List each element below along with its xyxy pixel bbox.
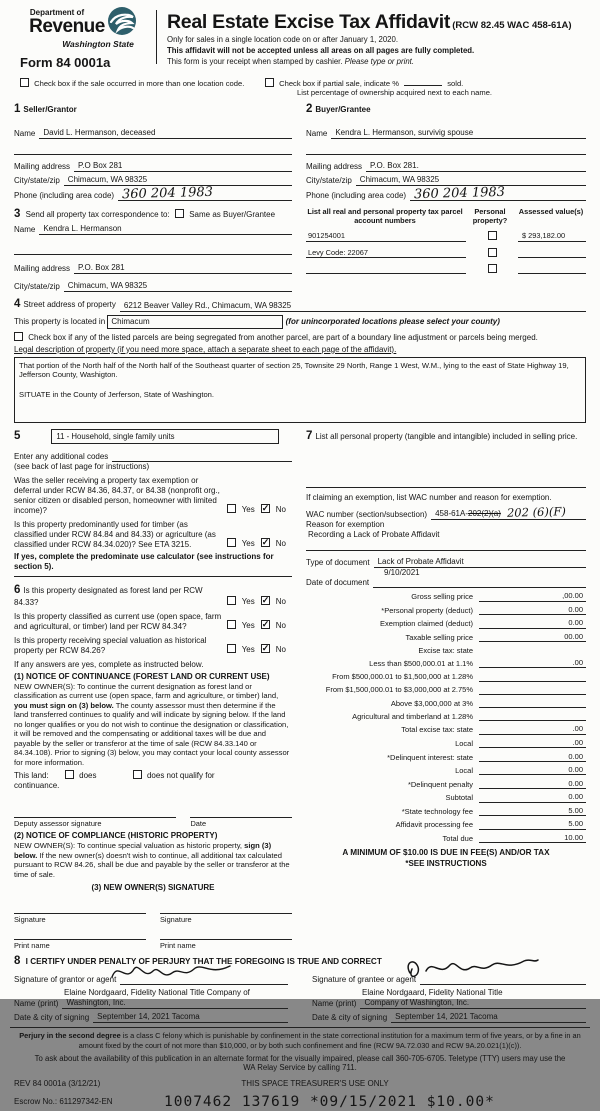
section6-intro: If any answers are yes, complete as instructed below. [14, 659, 204, 669]
tax-value-input[interactable]: 10.00 [479, 833, 586, 843]
revenue-swirl-icon [107, 6, 137, 36]
personal-property-col-header: Personal property? [472, 206, 508, 226]
additional-codes-input[interactable] [112, 452, 292, 462]
header-note-1: Only for sales in a single location code on or after January 1, 2020. [167, 35, 399, 45]
tax-value-input[interactable]: 5.00 [479, 806, 586, 816]
agency-line1: Department of [29, 8, 85, 17]
rev-number: REV 84 0001a (3/12/21) [14, 1079, 101, 1089]
tty-note: To ask about the availability of this publication in an alternate format for the visually impaired, please call 360-705-6705. Teletype (TTY) users may use the WA Relay Service by calling 711. [34, 1053, 566, 1073]
tax-label: *State technology fee [401, 806, 473, 816]
taxcorr-mailing-label: Mailing address [14, 264, 71, 274]
buyer-phone-input[interactable] [410, 184, 586, 203]
new-owner-printname-line-1[interactable] [14, 927, 146, 940]
grantor-date-city-label: Date & city of signing [14, 1013, 90, 1023]
grantee-name-print-label: Name (print) [312, 999, 357, 1009]
grantor-signature-label: Signature of grantor or agent [14, 975, 117, 985]
tax-label: From $500,000.01 to $1,500,000 at 1.28% [332, 672, 473, 682]
tax-value-input[interactable]: .00 [479, 738, 586, 748]
segregated-label: Check box if any of the listed parcels are being segregated from another parcel, are part of a boundary line adjustment or parcels being merged. [28, 332, 538, 342]
partial-sale-percent-input[interactable] [404, 78, 442, 86]
tax-value-input[interactable]: 0.00 [479, 605, 586, 615]
new-owner-signature-line-1[interactable] [14, 901, 146, 914]
parcel-row [306, 248, 586, 258]
located-in-note: (for unincorporated locations please select your county) [285, 316, 500, 326]
taxcorr-mailing-input[interactable]: P.O. Box 281 [74, 263, 292, 274]
taxcorr-name-input[interactable]: Kendra L. Hermanson [39, 224, 292, 235]
new-owner-printname-label-1: Print name [14, 940, 50, 950]
tax-value-input[interactable] [479, 672, 586, 682]
section6-number: 6 [14, 584, 21, 597]
section2-title: Buyer/Grantee [315, 104, 371, 114]
grantee-name-line1: Elaine Nordgaard, Fidelity National Title [362, 988, 503, 998]
buyer-city-input[interactable]: Chimacum, WA 98325 [356, 175, 586, 186]
tax-label: Above $3,000,000 at 3% [390, 698, 473, 708]
timber-agriculture-question: Is this property predominantly used for timber (as classified under RCW 84.84 and 84.33) or agriculture (as classified under RCW 84.34.020)? See ETA 3215. [14, 520, 216, 550]
seller-name-input[interactable]: David L. Hermanson, deceased [39, 128, 292, 139]
grantor-date-city-input[interactable]: September 14, 2021 Tacoma [93, 1012, 288, 1023]
section3-number: 3 [14, 207, 21, 220]
parcel-number-input-2[interactable]: Levy Code: 22067 [306, 248, 466, 258]
tax-value-input[interactable]: 00.00 [479, 632, 586, 642]
q-forest-no-checkbox[interactable] [261, 596, 270, 605]
tax-value-input[interactable]: 0.00 [479, 618, 586, 628]
parcel-col-header: List all real and personal property tax parcel account numbers [307, 206, 463, 226]
seller-city-label: City/state/zip [14, 175, 60, 185]
parcel-number-input-3[interactable] [306, 264, 466, 274]
tax-label: From $1,500,000.01 to $3,000,000 at 2.75% [325, 685, 473, 695]
form-title-ref: (RCW 82.45 WAC 458-61A) [452, 20, 572, 31]
taxcorr-city-input[interactable]: Chimacum, WA 98325 [64, 281, 292, 292]
grantor-signature-line[interactable] [120, 975, 288, 985]
taxcorr-name-line2[interactable] [14, 243, 292, 255]
tax-label: Total excise tax: state [401, 725, 473, 735]
new-owner-signature-line-2[interactable] [160, 901, 292, 914]
grantor-name-print-input[interactable]: Washington, Inc. [62, 998, 288, 1009]
grantee-name-print-input[interactable]: Company of Washington, Inc. [360, 998, 586, 1009]
legal-description-p1: That portion of the North half of the North half of the Southeast quarter of section 25, Townsite 29 North, Range 1 West, W.M., lying to the east of State Highway 19, Jefferson County, Washigton. [19, 360, 569, 380]
section2-number: 2 [306, 102, 313, 115]
q-timber-no-checkbox[interactable] [261, 538, 270, 547]
personal-property-checkbox-1[interactable] [488, 231, 497, 240]
personal-property-checkbox-3[interactable] [488, 264, 497, 273]
land-does-label: does [79, 771, 97, 781]
grantee-date-city-label: Date & city of signing [312, 1013, 388, 1023]
notice2-paragraph: NEW OWNER(S): To continue special valuation as historic property, sign (3) below. If the new owner(s) doesn't wish to continue, all additional tax calculated pursuant to RCW 84.26, shall be due and payable by the seller or transferor at the time of sale. [14, 841, 290, 879]
header-note-2: This affidavit will not be accepted unless all areas on all pages are fully completed. [167, 46, 475, 56]
buyer-name-label: Name [306, 128, 328, 138]
tax-value-input[interactable]: ,00.00 [479, 591, 586, 601]
notice2-title: (2) NOTICE OF COMPLIANCE (HISTORIC PROPERTY) [14, 831, 218, 841]
wac-number-label: WAC number (section/subsection) [306, 510, 428, 520]
multi-location-label: Check box if the sale occurred in more than one location code. [34, 78, 245, 88]
buyer-name-line2[interactable] [306, 143, 586, 155]
deputy-assessor-date-line[interactable] [190, 805, 292, 818]
escrow-value: 611297342-EN [59, 1097, 113, 1107]
date-of-document-label: Date of document [306, 578, 370, 588]
exemption-deferral-question: Was the seller receiving a property tax exemption or deferral under RCW 84.36, 84.37, or 84.38 (nonprofit org., senior citizen or disabled person, homeowner with limited income)? [14, 476, 220, 516]
grantor-name-print-label: Name (print) [14, 999, 59, 1009]
tax-label: Subtotal [445, 793, 473, 803]
land-does-not-label: does not qualify for [146, 771, 215, 781]
minimum-due-note: A MINIMUM OF $10.00 IS DUE IN FEE(S) AND/OR TAX [342, 848, 550, 858]
type-of-document-label: Type of document [306, 558, 370, 568]
seller-city-input[interactable]: Chimacum, WA 98325 [64, 175, 292, 186]
wac-handwritten: 202 (6)(F) [506, 504, 567, 520]
section1-number: 1 [14, 102, 21, 115]
tax-value-input[interactable]: 5.00 [479, 819, 586, 829]
grantor-name-line1: Elaine Nordgaard, Fidelity National Title Company of [64, 988, 250, 998]
section7-divider-2 [306, 550, 586, 551]
ownership-percentage-note: List percentage of ownership acquired next to each name. [297, 88, 493, 98]
personal-property-checkbox-2[interactable] [488, 248, 497, 257]
section4-number: 4 [14, 298, 21, 311]
street-address-input[interactable]: 6212 Beaver Valley Rd., Chimacum, WA 98325 [120, 301, 586, 312]
notice1-title: (1) NOTICE OF CONTINUANCE (FOREST LAND OR CURRENT USE) [14, 671, 270, 681]
tax-value-input[interactable]: .00 [479, 658, 586, 668]
new-owner-signature-title: (3) NEW OWNER(S) SIGNATURE [91, 883, 215, 893]
assessed-value-input-3[interactable] [518, 264, 586, 274]
legal-description-label: Legal description of property (if you need more space, attach a separate sheet to each page of the affidavit). [14, 344, 397, 354]
buyer-mailing-label: Mailing address [306, 161, 363, 171]
tax-value-input[interactable]: 0.00 [479, 765, 586, 775]
new-owner-printname-line-2[interactable] [160, 927, 292, 940]
certify-statement: I CERTIFY UNDER PENALTY OF PERJURY THAT THE FOREGOING IS TRUE AND CORRECT [25, 956, 382, 966]
form-number: Form 84 0001a [20, 55, 111, 71]
assessed-value-input-2[interactable] [518, 248, 586, 258]
wac-number-input[interactable]: 458-61A-202(2)(a) 202 (6)(F) [431, 508, 586, 520]
section8-number: 8 [14, 954, 21, 967]
personal-property-list-area[interactable] [306, 443, 586, 483]
parcel-number-input[interactable]: 901254001 [306, 231, 466, 241]
q-timber-yes-checkbox[interactable] [227, 538, 236, 547]
partial-sale-sold-label: sold. [447, 78, 464, 88]
taxcorr-city-label: City/state/zip [14, 282, 60, 292]
partial-sale-checkbox[interactable] [265, 78, 274, 87]
land-does-not-checkbox[interactable] [133, 770, 142, 779]
form-title: Real Estate Excise Tax Affidavit [167, 11, 451, 33]
additional-codes-label: Enter any additional codes [14, 452, 109, 462]
agency-line3: Washington State [62, 38, 134, 49]
reason-exemption-value: Recording a Lack of Probate Affidavit [308, 530, 440, 540]
tax-label: *Personal property (deduct) [381, 605, 473, 615]
tax-label: Taxable selling price [405, 632, 473, 642]
type-of-document-input[interactable]: Lack of Probate Affidavit [374, 557, 586, 568]
tax-value-input[interactable] [479, 698, 586, 708]
q-historic-no-checkbox[interactable] [261, 644, 270, 653]
see-instructions-note: *SEE INSTRUCTIONS [405, 858, 487, 868]
tax-label: Gross selling price [411, 592, 473, 602]
reason-exemption-label: Reason for exemption [306, 520, 385, 530]
treasurer-stamp: 1007462 137619 *09/15/2021 $10.00* [164, 1094, 495, 1111]
q-historic-yes-checkbox[interactable] [227, 644, 236, 653]
perjury-paragraph: Perjury in the second degree is a class C felony which is punishable by confinement in the state correctional institution for a maximum term of five years, or by a fine in an amount fixed by the court of not more than $10,000, or by both such confinement and fine (RCW 9A.72.030 and RCW 9A.20.021(1)(c)). [10, 1027, 590, 1050]
wac-struck-text: 202(2)(a) [468, 509, 501, 519]
q-currentuse-yes-checkbox[interactable] [227, 620, 236, 629]
continuance-label: continuance. [14, 781, 60, 791]
this-land-label: This land: [14, 771, 49, 781]
tax-label: Exemption claimed (deduct) [380, 619, 473, 629]
street-address-label: Street address of property [23, 300, 116, 310]
seller-name-line2[interactable] [14, 143, 292, 155]
tax-value-input[interactable] [479, 685, 586, 695]
predominate-use-note-bold: If yes, complete the predominate use calculator (see instructions for section 5). [14, 552, 274, 572]
grantee-signature-label: Signature of grantee or agent [312, 975, 417, 985]
legal-description-p2: SITUATE in the County of Jerferson, State of Washington. [19, 389, 214, 399]
header-divider [156, 10, 157, 64]
section7-number: 7 [306, 429, 313, 442]
agency-line2: Revenue [29, 16, 105, 37]
date-of-document-input[interactable] [373, 578, 586, 588]
parcel-row [306, 264, 586, 274]
seller-phone-input[interactable] [118, 184, 292, 203]
deputy-assessor-signature-line[interactable] [14, 805, 176, 818]
dor-logo [14, 8, 152, 72]
q-currentuse-no-checkbox[interactable] [261, 620, 270, 629]
located-in-select[interactable]: Chimacum [107, 315, 283, 329]
tax-value-input[interactable]: .00 [479, 724, 586, 734]
legal-description-box[interactable] [14, 357, 586, 423]
additional-codes-note: (see back of last page for instructions) [14, 462, 150, 472]
segregated-checkbox[interactable] [14, 332, 23, 341]
taxcorr-name-label: Name [14, 225, 36, 235]
new-owner-printname-label-2: Print name [160, 940, 196, 950]
deputy-assessor-signature-label: Deputy assessor signature [14, 819, 102, 829]
current-use-question: Is this property classified as current use (open space, farm and agricultural, or timber) land per RCW 84.34? [14, 611, 222, 631]
seller-name-label: Name [14, 128, 36, 138]
exemption-intro: If claiming an exemption, list WAC number and reason for exemption. [306, 493, 552, 503]
tax-label: Agricultural and timberland at 1.28% [352, 711, 473, 721]
historical-property-question: Is this property receiving special valuation as historical property per RCW 84.26? [14, 635, 207, 655]
forest-land-question: Is this property designated as forest land per RCW 84.33? [14, 586, 203, 607]
q-forest-yes-checkbox[interactable] [227, 596, 236, 605]
section1-title: Seller/Grantor [23, 104, 77, 114]
tax-value-input[interactable] [479, 711, 586, 721]
document-date-value: 9/10/2021 [384, 568, 420, 578]
excise-tax-state-header: Excise tax: state [418, 645, 473, 655]
assessed-value-input[interactable]: $ 293,182.00 [518, 231, 586, 241]
deputy-assessor-date-label: Date [190, 819, 207, 829]
escrow-label: Escrow No.: [14, 1097, 58, 1107]
section3-label: Send all property tax correspondence to: [25, 209, 170, 219]
notice1-paragraph: NEW OWNER(S): To continue the current designation as forest land or classification as current use (open space, farm and agriculture, or timber) land, you must sign on (3) below. The county assessor must then determine if the land transferred continues to qualify and will indicate by signing below. If the land no longer qualifies or you do not wish to continue the designation or classification, it will be removed and the compensating or additional taxes will be due and payable by the seller or transferor at the time of sale (RCW 84.33.140 or 84.34.108). Prior to signing (3) below, you may contact your local county assessor for more information. [14, 681, 290, 767]
buyer-name-input[interactable]: Kendra L. Hermanson, survivig spouse [331, 128, 586, 139]
seller-mailing-input[interactable]: P.O Box 281 [74, 161, 292, 172]
same-as-buyer-label: Same as Buyer/Grantee [189, 209, 276, 219]
tax-label: *Delinquent penalty [407, 779, 473, 789]
q-exemption-no-checkbox[interactable] [261, 504, 270, 513]
tax-label: *Delinquent interest: state [387, 752, 473, 762]
header-note-3: This form is your receipt when stamped by cashier. Please type or print. [167, 56, 415, 66]
tax-value-input[interactable]: 0.00 [479, 779, 586, 789]
q-exemption-yes-checkbox[interactable] [227, 504, 236, 513]
tax-label: Local [455, 766, 473, 776]
tax-label: Total due [442, 833, 473, 843]
section7-label: List all personal property (tangible and intangible) included in selling price. [315, 431, 578, 441]
seller-phone-handwritten: 360 204 1983 [121, 184, 214, 203]
buyer-phone-handwritten: 360 204 1983 [413, 184, 506, 203]
treasurer-space-label: THIS SPACE TREASURER'S USE ONLY [241, 1079, 389, 1089]
assessed-value-col-header: Assessed value(s) [518, 206, 584, 216]
same-as-buyer-checkbox[interactable] [175, 209, 184, 218]
tax-value-input[interactable]: 0.00 [479, 792, 586, 802]
section5-number: 5 [14, 429, 21, 442]
reet-affidavit-form: Department of Revenue Washington State Form 84 0001a Real Estate Excise Tax Affidavit (RCW 82.45 WAC 458-61A) Only for sales in a single location code on or after January 1, 2020. This affidavit will not be accepted unless all areas on all pages are fully completed. This form is your receipt when stamped by cashier. Please type or print. Check box if the sale occurred in more than one location code. Check box if partial sale, indicate % sold. List percentage of ownership acquired next to each name. 1 Seller/Grantor Name David L. Hermanson, deceased Mailing address P.O Box 281 City/state/zip Chimacum, WA 98325 Phone (including area code) 360 204 1983 2 Buyer/Grantee Name Kendra L. Hermanson, survivig spouse Mailing address P.O. Box 281. City/state/zip Chimacum, WA 98325 Phone (including area code) 360 204 1983 3 Send all property tax correspondence to: Same as Buyer/Grantee Name Kendra L. Hermanson Mailing address P.O. Box 281 City/state/zip Chimacum, WA 98325 List all real and personal property tax parcel account numbers Personal property? Assessed value(s) 901254001 $ 293,182.00 Levy Code: 22067 4 Street address of property 6212 Beaver Valley Rd., Chimacum, WA 98325 This property is located in Chimacum (for unincorporated locations please select your county) Check box if any of the listed parcels are being segregated from another parcel, are part of a boundary line adjustment or parcels being merged. Legal description of property (if you need more space, attach a separate sheet to each page of the affidavit). That portion of the North half of the North half of the Southeast quarter of section 25, Townsite 29 North, Range 1 West, W.M., lying to the east of State Highway 19, Jefferson County, Washigton. SITUATE in the County of Jerferson, State of Washington. 5 11 - Household, single family units Enter any additional codes (see back of last page for instructions) Was the seller receiving a property tax exemption or deferral under RCW 84.36, 84.37, or 84.38 (nonprofit org., senior citizen or disabled person, homeowner with limited income)? Yes ✓ No Is this property predominantly used for timber (as classified under RCW 84.84 and 84.33) or agriculture (as classified under RCW 84.34.020)? See ETA 3215. Yes ✓ No If yes, complete the predominate use calculator (see instructions for section 5). 6 Is this property designated as forest land per RCW 84.33? Yes ✓ No Is this property classified as current use (open space, farm and agricultural, or timber) land per RCW 84.34? Yes ✓ No Is this property receiving special valuation as historical property per RCW 84.26? Yes ✓ No If any answers are yes, complete as instructed below. (1) NOTICE OF CONTINUANCE (FOREST LAND OR CURRENT USE) NEW OWNER(S): To continue the current designation as forest land or classification as current use (open space, farm and agriculture, or timber) land, you must sign on (3) below. The county assessor must then determine if the land transferred continues to qualify and will indicate by signing below. If the land no longer qualifies or you do not wish to continue the designation or classification, it will be removed and the compensating or additional taxes will be due and payable by the seller or transferor at the time of sale (RCW 84.33.140 or 84.34.108). Prior to signing (3) below, you may contact your local county assessor for more information. This land: does does not qualify for continuance. Deputy assessor signature Date (2) NOTICE OF COMPLIANCE (HISTORIC PROPERTY) NEW OWNER(S): To continue special valuation as historic property, sign (3) below. If the new owner(s) doesn't wish to continue, all additional tax calculated pursuant to RCW 84.26, shall be due and payable by the seller or transferor at the time of sale. (3) NEW OWNER(S) SIGNATURE Signature Signature Print name Print name 7 List all personal property (tangible and intangible) included in selling price. If claiming an exemption, list WAC number and reason for exemption. WAC number (section/subsection) 458-61A-202(2)(a) 202 (6)(F) Reason for exemption Recording a Lack of Probate Affidavit Type of document Lack of Probate Affidavit 9/10/2021 Date of document Gross selling price ,00.00 *Personal property (deduct) 0.00 Exemption claimed (deduct) 0.00 Taxable selling price 00.00 Excise tax: state Less than $500,000.01 at 1.1% .00 From $500,000.01 to $1,500,000 at 1.28% From $1,500,000.01 to $3,000,000 at 2.75% Above $3,000,000 at 3% Agricultural and timberland at 1.28% Total excise tax: state .00 Local .00 *Delinquent interest: state 0.00 Local 0.00 *Delinquent penalty 0.00 Subtotal 0.00 *State technology fee 5.00 Affidavit processing fee 5.00 Total due 10.00 A MINIMUM OF $10.00 IS DUE IN FEE(S) AND/OR TAX *SEE INSTRUCTIONS 8 I CERTIFY UNDER PENALTY OF PERJURY THAT THE FOREGOING IS TRUE AND CORRECT Signature of grantor or agent Elaine Nordgaard, Fidelity National Title Company of Name (print) Washington, Inc. Date & city of signing September 14, 2021 Tacoma Signature of grantee or agent Elaine Nordgaard, Fidelity National Title Name (print) Company of Washington, Inc. Date & city of signing September 14, 2021 Tacoma Perjury in the second degree is a class C felony which is punishable by confinement in the state correctional institution for a maximum term of five years, or by a fine in an amount fixed by the court of not more than $10,000, or by both such confinement and fine (RCW 9A.72.030 and RCW 9A.20.021(1)(c)). To ask about the availability of this publication in an alternate format for the visually impaired, please call 360-705-6705. Teletype (TTY) users may use the WA Relay Service by calling 711. REV 84 0001a (3/12/21) THIS SPACE TREASURER'S USE ONLY Escrow No.: 611297342-EN 1007462 137619 *09/15/2021 $10.00* [0, 0, 600, 999]
land-use-code-select[interactable]: 11 - Household, single family units [51, 429, 279, 445]
form-header [0, 0, 600, 72]
grantee-signature-line[interactable] [420, 975, 586, 985]
buyer-mailing-input[interactable]: P.O. Box 281. [366, 161, 586, 172]
land-does-checkbox[interactable] [65, 770, 74, 779]
located-in-label: This property is located in [14, 316, 106, 326]
partial-sale-label: Check box if partial sale, indicate % [279, 78, 399, 88]
new-owner-signature-label-2: Signature [160, 915, 192, 925]
tax-label: Affidavit processing fee [395, 820, 473, 830]
seller-phone-label: Phone (including area code) [14, 190, 115, 200]
seller-mailing-label: Mailing address [14, 161, 71, 171]
buyer-city-label: City/state/zip [306, 175, 352, 185]
tax-value-input[interactable]: 0.00 [479, 752, 586, 762]
tax-label: Less than $500,000.01 at 1.1% [369, 659, 473, 669]
grantee-date-city-input[interactable]: September 14, 2021 Tacoma [391, 1012, 586, 1023]
buyer-phone-label: Phone (including area code) [306, 190, 407, 200]
multi-location-checkbox[interactable] [20, 78, 29, 87]
parcel-row [306, 231, 586, 241]
tax-label: Local [455, 738, 473, 748]
section5-divider [14, 576, 292, 577]
new-owner-signature-label-1: Signature [14, 915, 46, 925]
section7-divider-1 [306, 487, 586, 488]
